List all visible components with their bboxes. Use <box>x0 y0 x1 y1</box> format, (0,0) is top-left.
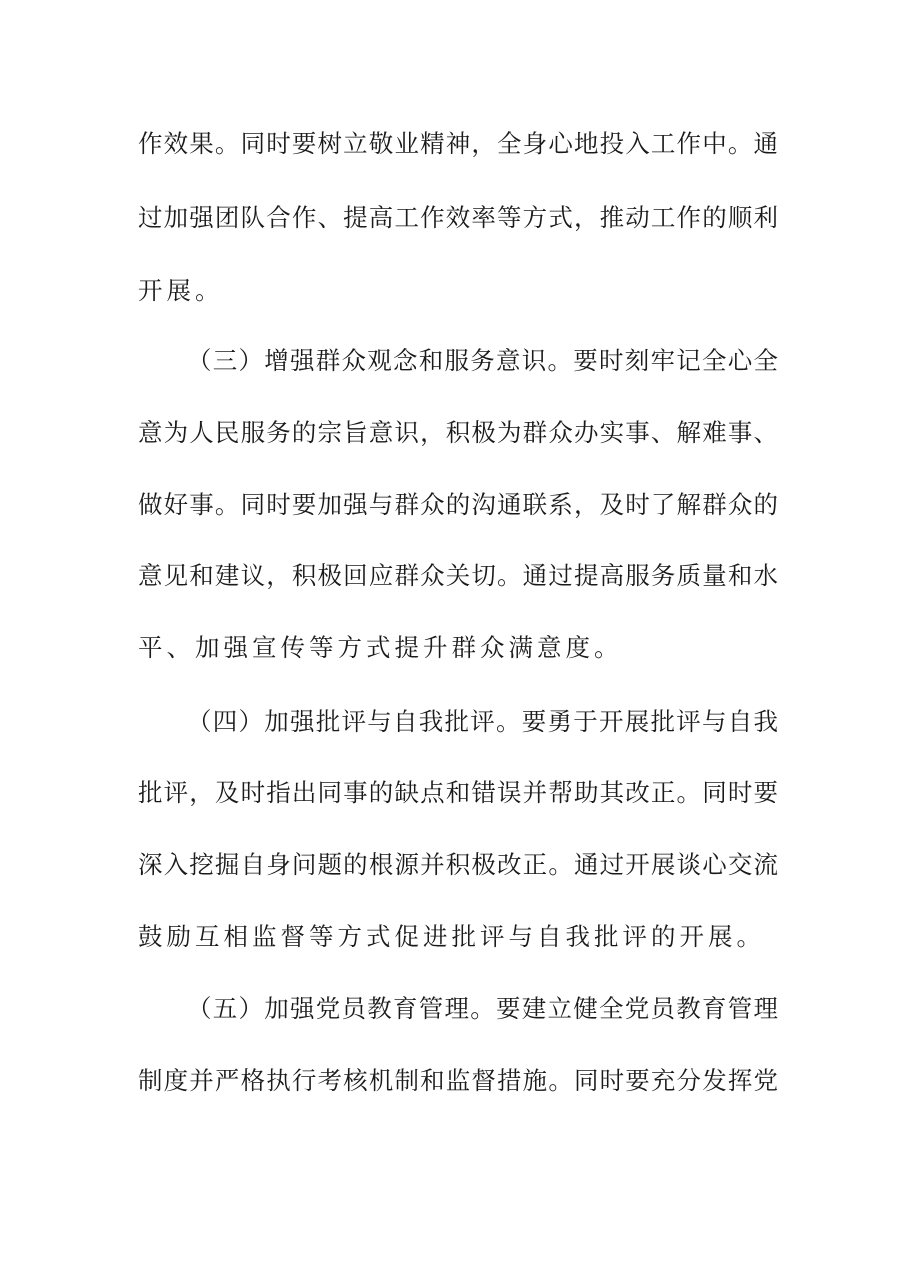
section-heading-line: （五）加强党员教育管理。要建立健全党员教育管理 <box>187 994 778 1023</box>
paragraph-line: 意为人民服务的宗旨意识，积极为群众办实事、解难事、 <box>138 418 778 447</box>
paragraph-line: 制度并严格执行考核机制和监督措施。同时要充分发挥党 <box>138 1066 778 1095</box>
paragraph-line: 平、加强宣传等方式提升群众满意度。 <box>138 633 623 662</box>
section-heading-line: （四）加强批评与自我批评。要勇于开展批评与自我 <box>187 707 778 736</box>
paragraph-line: 意见和建议，积极回应群众关切。通过提高服务质量和水 <box>138 561 778 590</box>
paragraph-line: 鼓励互相监督等方式促进批评与自我批评的开展。 <box>138 922 765 951</box>
paragraph-line: 开展。 <box>138 276 224 305</box>
paragraph-line: 做好事。同时要加强与群众的沟通联系，及时了解群众的 <box>138 490 778 519</box>
paragraph-line: 深入挖掘自身问题的根源并积极改正。通过开展谈心交流 <box>138 850 778 879</box>
paragraph-line: 作效果。同时要树立敬业精神，全身心地投入工作中。通 <box>138 129 778 158</box>
paragraph-line: 批评，及时指出同事的缺点和错误并帮助其改正。同时要 <box>138 778 778 807</box>
section-heading-line: （三）增强群众观念和服务意识。要时刻牢记全心全 <box>187 346 778 375</box>
paragraph-line: 过加强团队合作、提高工作效率等方式，推动工作的顺利 <box>138 203 778 232</box>
